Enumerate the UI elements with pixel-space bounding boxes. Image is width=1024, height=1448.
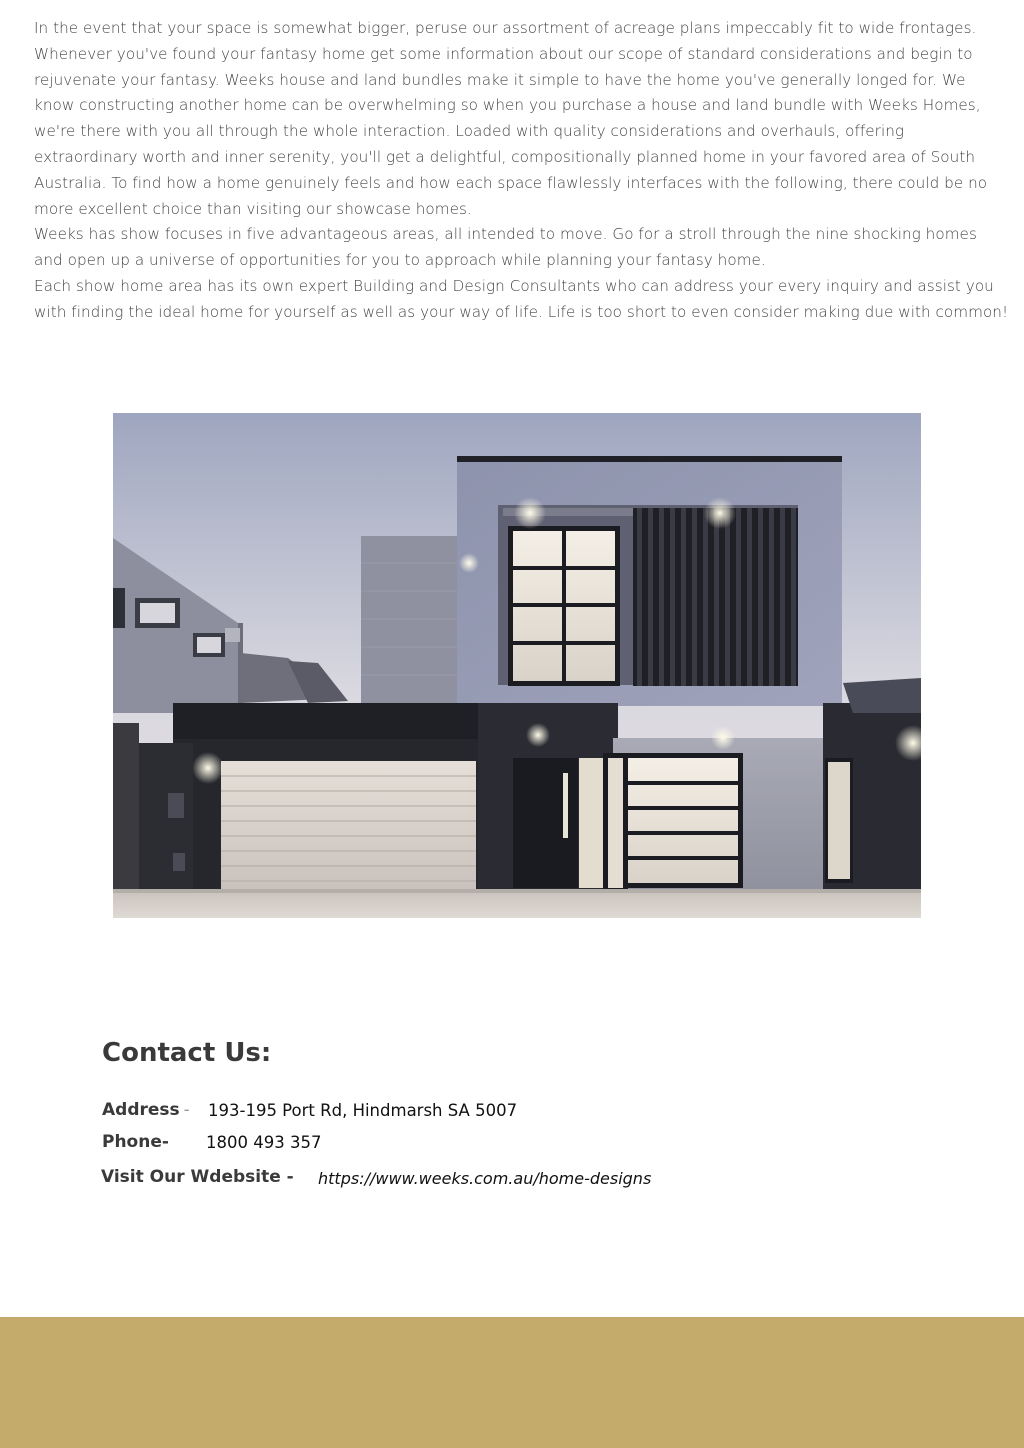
intro-paragraph-2: Weeks has show focuses in five advantageous areas, all intended to move. Go for a stroll through the nine shocking homes and open up a universe of opportunities for you to approach while planning your fantasy home. xyxy=(34,225,977,270)
phone-value: 1800 493 357 xyxy=(206,1133,322,1152)
intro-paragraph-1: In the event that your space is somewhat bigger, peruse our assortment of acreage plans impeccably fit to wide frontages. Whenever you've found your fantasy home get some information about our scope of standard considerations and begin to rejuvenate your fantasy. Weeks house and land bundles make it simple to have the home you've generally longed for. We know constructing another home can be overwhelming so when you purchase a house and land bundle with Weeks Homes, we're there with you all through the whole interaction. Loaded with quality considerations and overhauls, offering extraordinary worth and inner serenity, you'll get a delightful, compositionally planned home in your favored area of South Australia. To find how a home genuinely feels and how each space flawlessly interfaces with the following, there could be no more excellent choice than visiting our showcase homes. xyxy=(34,19,988,218)
phone-row xyxy=(102,1132,322,1152)
address-label: Address xyxy=(102,1100,180,1120)
intro-paragraph-3: Each show home area has its own expert Building and Design Consultants who can address your every inquiry and assist you with finding the ideal home for yourself as well as your way of life. Life is too short to even consider making due with common! xyxy=(34,276,1009,321)
website-label: Visit Our Wdebsite - xyxy=(101,1167,294,1187)
intro-text xyxy=(34,16,1009,326)
contact-title: Contact Us: xyxy=(102,1038,272,1068)
address-value: 193-195 Port Rd, Hindmarsh SA 5007 xyxy=(208,1101,518,1120)
phone-label: Phone- xyxy=(102,1132,169,1152)
website-row xyxy=(101,1167,652,1188)
address-separator: - xyxy=(183,1100,190,1119)
website-link[interactable]: https://www.weeks.com.au/home-designs xyxy=(318,1169,652,1188)
footer-band xyxy=(0,1317,1024,1448)
address-row xyxy=(102,1100,518,1120)
house-photo xyxy=(113,413,921,918)
